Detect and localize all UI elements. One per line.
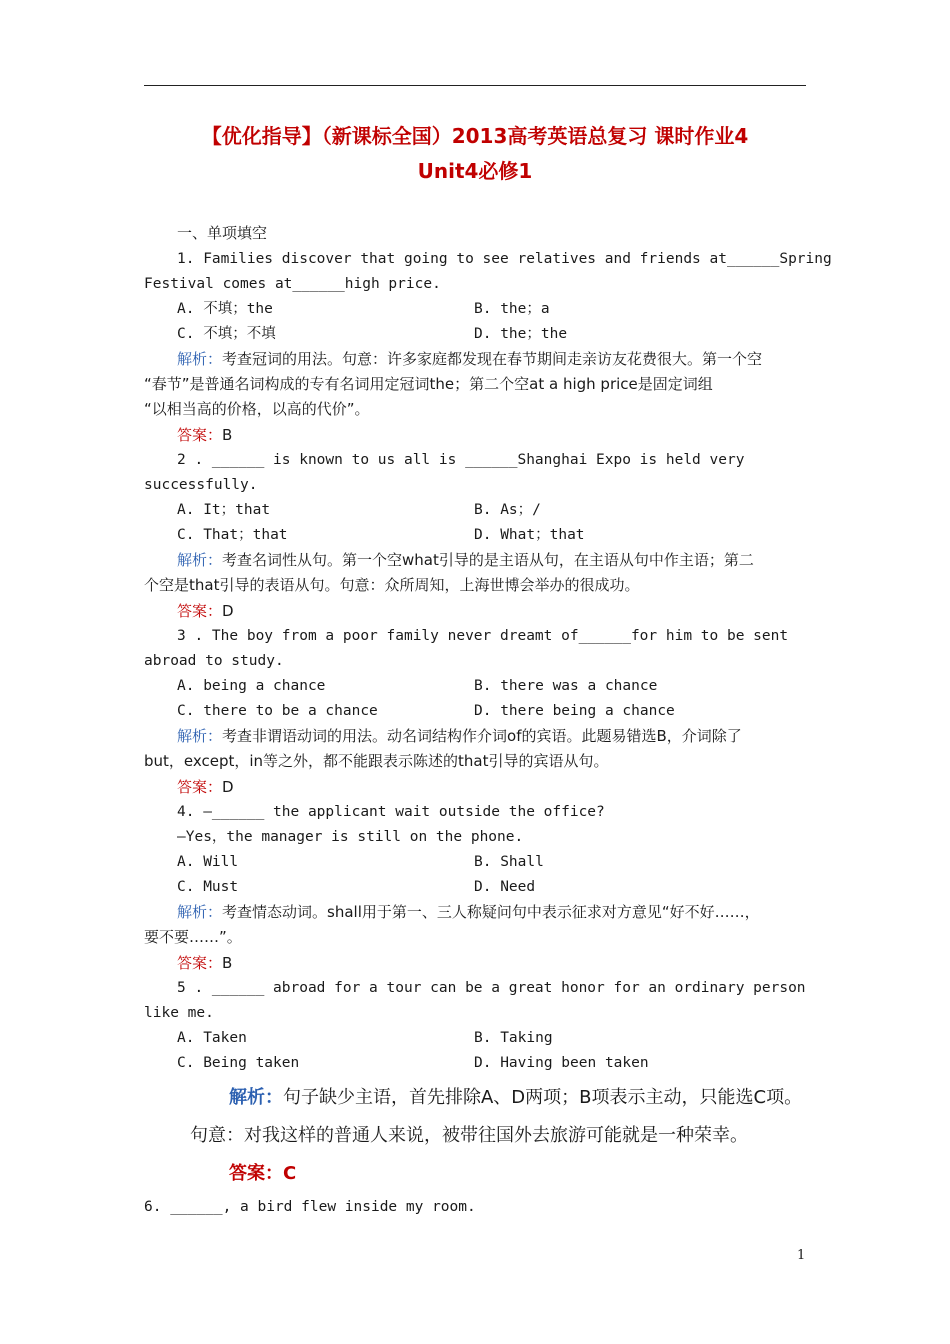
q1-option-d: D. the；the <box>474 326 568 342</box>
explanation-label: 解析： <box>177 350 223 368</box>
q1-explanation-line2: “春节”是普通名词构成的专有名词用定冠词the；第二个空at a high price是固定词组 <box>144 375 713 393</box>
q1-explanation-line1: 解析：考查冠词的用法。句意：许多家庭都发现在春节期间走亲访友花费很大。第一个空 <box>177 350 763 368</box>
header-rule <box>144 85 806 86</box>
q3-option-d: D. there being a chance <box>474 703 675 719</box>
q3-answer: 答案：D <box>177 778 234 796</box>
q3-option-a: A. being a chance <box>177 678 326 694</box>
q1-stem-line2: Festival comes at______high price. <box>144 276 441 292</box>
q3-options-row2 <box>177 701 806 721</box>
q6-stem-line1: 6. ______, a bird flew inside my room. <box>144 1199 476 1215</box>
q3-option-c: C. there to be a chance <box>177 703 378 719</box>
q2-stem-line1: 2 . ______ is known to us all is ______Shanghai Expo is held very <box>177 452 745 468</box>
q5-stem-line1: 5 . ______ abroad for a tour can be a great honor for an ordinary person <box>177 980 806 996</box>
q4-stem-line2: —Yes，the manager is still on the phone. <box>177 829 524 845</box>
q3-explanation-line1: 解析：考查非谓语动词的用法。动名词结构作介词of的宾语。此题易错选B，介词除了 <box>177 727 742 745</box>
q5-answer: 答案：C <box>229 1163 297 1184</box>
q4-explanation-line2: 要不要……”。 <box>144 928 242 946</box>
q5-option-d: D. Having been taken <box>474 1055 649 1071</box>
q5-explanation-line1: 解析：句子缺少主语，首先排除A、D两项；B项表示主动，只能选C项。 <box>229 1087 803 1108</box>
answer-label: 答案： <box>177 426 223 444</box>
q3-stem-line1: 3 . The boy from a poor family never dreamt of______for him to be sent <box>177 628 789 644</box>
q2-explanation-line1: 解析：考查名词性从句。第一个空what引导的是主语从句，在主语从句中作主语；第二 <box>177 551 754 569</box>
q1-options-row2 <box>177 324 806 344</box>
page-number: 1 <box>797 1248 806 1263</box>
q2-option-b: B. As；/ <box>474 502 541 518</box>
page-title: 【优化指导】（新课标全国）2013高考英语总复习 课时作业4 <box>201 124 749 148</box>
q4-answer: 答案：B <box>177 954 233 972</box>
q5-explanation-line2: 句意：对我这样的普通人来说，被带往国外去旅游可能就是一种荣幸。 <box>190 1125 748 1146</box>
q1-option-a: A. 不填；the <box>177 301 273 317</box>
q4-option-c: C. Must <box>177 879 239 895</box>
q5-options-row1 <box>177 1028 806 1048</box>
q3-stem-line2: abroad to study. <box>144 653 284 669</box>
q5-option-b: B. Taking <box>474 1030 553 1046</box>
q2-answer: 答案：D <box>177 602 234 620</box>
q5-stem-line2: like me. <box>144 1005 214 1021</box>
q3-explanation-line2: but，except，in等之外，都不能跟表示陈述的that引导的宾语从句。 <box>144 752 609 770</box>
q2-stem-line2: successfully. <box>144 477 258 493</box>
q1-option-c: C. 不填；不填 <box>177 326 276 342</box>
q2-option-a: A. It；that <box>177 502 271 518</box>
q4-options-row1 <box>177 852 806 872</box>
q4-explanation-line1: 解析：考查情态动词。shall用于第一、三人称疑问句中表示征求对方意见“好不好……， <box>177 903 760 921</box>
q5-options-row2 <box>177 1053 806 1073</box>
q3-option-b: B. there was a chance <box>474 678 658 694</box>
q2-options-row1 <box>177 500 806 520</box>
q1-explanation-line3: “以相当高的价格，以高的代价”。 <box>144 400 370 418</box>
q5-option-c: C. Being taken <box>177 1055 300 1071</box>
q3-options-row1 <box>177 676 806 696</box>
q4-option-b: B. Shall <box>474 854 544 870</box>
q4-stem-line1: 4. —______ the applicant wait outside the office? <box>177 804 605 820</box>
q2-explanation-line2: 个空是that引导的表语从句。句意：众所周知，上海世博会举办的很成功。 <box>144 576 640 594</box>
q2-option-d: D. What；that <box>474 527 585 543</box>
q4-options-row2 <box>177 877 806 897</box>
q4-option-a: A. Will <box>177 854 239 870</box>
q1-option-b: B. the；a <box>474 301 550 317</box>
q1-answer: 答案：B <box>177 426 233 444</box>
q5-option-a: A. Taken <box>177 1030 247 1046</box>
q2-option-c: C. That；that <box>177 527 288 543</box>
section-title: 一、单项填空 <box>177 224 268 242</box>
q1-stem-line1: 1. Families discover that going to see relatives and friends at______Spring <box>177 251 832 267</box>
q2-options-row2 <box>177 525 806 545</box>
page-subtitle: Unit4必修1 <box>417 159 533 183</box>
q4-option-d: D. Need <box>474 879 536 895</box>
q1-options-row1 <box>177 299 806 319</box>
